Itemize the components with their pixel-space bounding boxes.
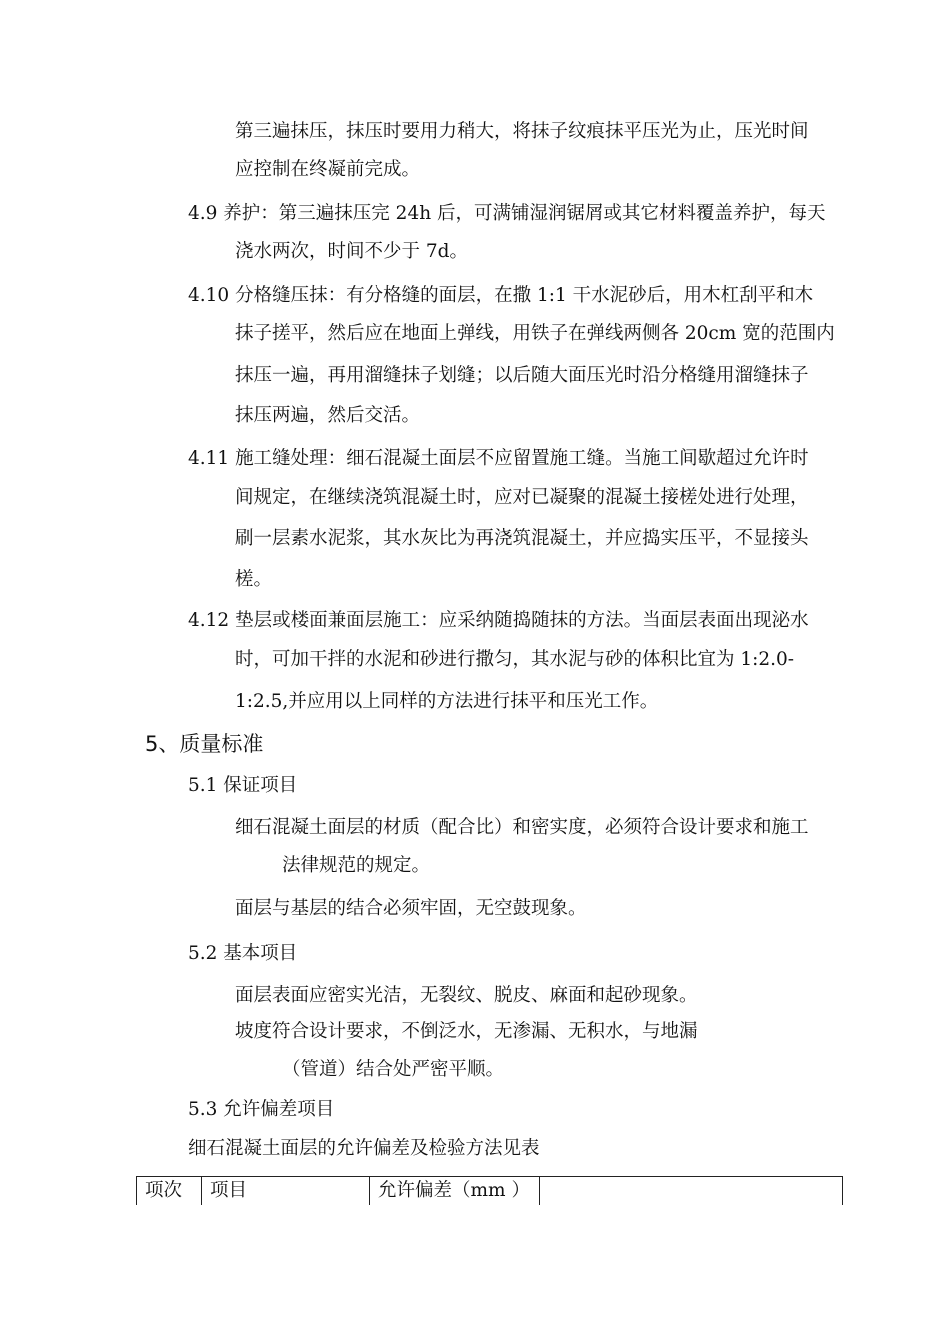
- section-5-1-para-1-line-2: 法律规范的规定。: [282, 855, 431, 876]
- item-4-11-line-1: 4.11 施工缝处理：细石混凝土面层不应留置施工缝。当施工间歇超过允许时: [188, 448, 809, 469]
- section-5-1-title: 5.1 保证项目: [188, 775, 298, 796]
- item-4-10-line-3: 抹压一遍，再用溜缝抹子划缝；以后随大面压光时沿分格缝用溜缝抹子: [235, 365, 809, 386]
- item-4-11-line-2: 间规定，在继续浇筑混凝土时，应对已凝聚的混凝土接槎处进行处理，: [235, 487, 809, 508]
- section-5-2-para-2-line-2: （管道）结合处严密平顺。: [282, 1059, 505, 1080]
- item-4-12-line-3: 1:2.5,并应用以上同样的方法进行抹平和压光工作。: [235, 691, 659, 712]
- item-4-10-line-1: 4.10 分格缝压抹：有分格缝的面层，在撒 1:1 干水泥砂后，用木杠刮平和木: [188, 285, 814, 306]
- table-caption: 细石混凝土面层的允许偏差及检验方法见表: [188, 1138, 540, 1159]
- item-4-10-line-2: 抹子搓平，然后应在地面上弹线，用铁子在弹线两侧各 20cm 宽的范围内: [235, 323, 835, 344]
- item-4-9-line-2: 浇水两次，时间不少于 7d。: [235, 241, 468, 262]
- section-5-2-para-1: 面层表面应密实光洁，无裂纹、脱皮、麻面和起砂现象。: [235, 985, 698, 1006]
- table-header-tolerance: 允许偏差（mm ）: [369, 1177, 539, 1205]
- table-header-index: 项次: [136, 1177, 201, 1205]
- para-4-8-line-1: 第三遍抹压，抹压时要用力稍大，将抹子纹痕抹平压光为止，压光时间: [235, 121, 809, 142]
- item-4-10-line-4: 抹压两遍，然后交活。: [235, 405, 421, 426]
- section-5-2-para-2-line-1: 坡度符合设计要求，不倒泛水，无渗漏、无积水，与地漏: [235, 1021, 698, 1042]
- section-5-1-para-2: 面层与基层的结合必须牢固，无空鼓现象。: [235, 898, 587, 919]
- item-4-11-line-3: 刷一层素水泥浆，其水灰比为再浇筑混凝土，并应捣实压平，不显接头: [235, 528, 809, 549]
- item-4-12-line-2: 时，可加干拌的水泥和砂进行撒匀，其水泥与砂的体积比宜为 1:2.0-: [235, 649, 795, 670]
- table-header-method: [539, 1177, 843, 1205]
- item-4-9-line-1: 4.9 养护：第三遍抹压完 24h 后，可满铺湿润锯屑或其它材料覆盖养护，每天: [188, 203, 826, 224]
- item-4-11-line-4: 槎。: [235, 569, 273, 590]
- para-4-8-line-2: 应控制在终凝前完成。: [235, 159, 421, 180]
- section-5-3-title: 5.3 允许偏差项目: [188, 1099, 335, 1120]
- section-5-1-para-1-line-1: 细石混凝土面层的材质（配合比）和密实度，必须符合设计要求和施工: [235, 817, 809, 838]
- table-header-item: 项目: [201, 1177, 369, 1205]
- tolerance-table: [136, 1176, 843, 1205]
- section-5-title: 5、质量标准: [145, 732, 264, 756]
- item-4-12-line-1: 4.12 垫层或楼面兼面层施工：应采纳随捣随抹的方法。当面层表面出现泌水: [188, 610, 809, 631]
- section-5-2-title: 5.2 基本项目: [188, 943, 298, 964]
